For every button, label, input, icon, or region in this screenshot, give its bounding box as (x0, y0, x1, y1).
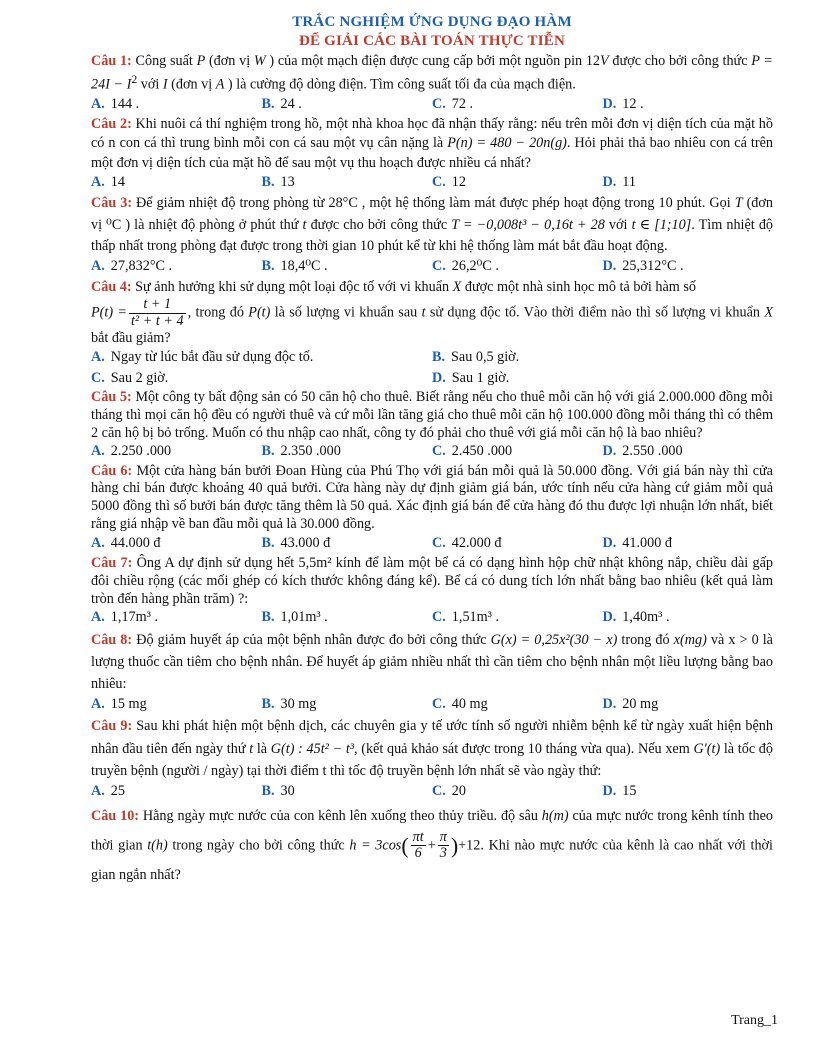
question-number: Câu 1: (91, 52, 132, 69)
question-number: Câu 4: (91, 278, 132, 295)
question-number: Câu 9: (91, 718, 133, 735)
question-8: Câu 8: Độ giảm huyết áp của một bệnh nhân được đo bởi công thức G(x) = 0,25x²(30 − x) trong đó x(mg) và x > 0 là lượng thuốc cần tiêm cho bệnh nhân. Để huyết áp giảm nhiều nhất thì cần tiêm cho bệnh nhân một liều lượng bằng bao nhiêu: (91, 631, 773, 692)
question-6: Câu 6: Một cửa hàng bán bưởi Đoan Hùng của Phú Thọ với giá bán mỗi quả là 50.000 đồng. Với giá bán này thì cửa hàng chỉ bán được khoảng 40 quả bưởi. Cửa hàng này dự định giảm giá bán, ước tính nếu cửa hàng cứ giảm mỗi quả 5000 đồng thì số bưởi bán được tăng thêm là 50 quả. Xác định giá bán để cửa hàng đó thu được lợi nhuận lớn nhất, biết rằng giá nhập về ban đầu mỗi quả là 30.000 đồng. (91, 462, 773, 532)
options-q3 (91, 257, 773, 276)
worksheet-page (91, 13, 773, 889)
option-a[interactable]: A. 14 (91, 174, 125, 191)
option-a[interactable]: A. 144 . (91, 95, 140, 112)
option-c[interactable]: C. 26,2⁰C . (432, 258, 499, 275)
option-c[interactable]: C. 40 mg (432, 695, 488, 712)
option-b[interactable]: B. Sau 0,5 giờ. (432, 349, 520, 366)
formula: h(m) (541, 807, 569, 824)
question-number: Câu 2: (91, 116, 132, 133)
document-subtitle: ĐỂ GIẢI CÁC BÀI TOÁN THỰC TIỄN (298, 32, 566, 49)
question-2: Câu 2: Khi nuôi cá thí nghiệm trong hồ, một nhà khoa học đã nhận thấy rằng: nếu trên mỗi đơn vị diện tích của mặt hồ có n con cá thì trung bình mỗi con cá sau một vụ cân nặng là P(n) = 480 − 20n(g). Hỏi phải thả bao nhiêu con cá trên một đơn vị diện tích của mặt hồ để sau một vụ thu hoạch được nhiều cá nhất? (91, 116, 773, 171)
option-a[interactable]: A. 44.000 đ (91, 534, 161, 551)
option-d[interactable]: D. 12 . (602, 95, 644, 112)
option-c[interactable]: C. Sau 2 giờ. (91, 369, 169, 386)
question-4: Câu 4: Sự ảnh hưởng khi sử dụng một loại độc tố với vi khuẩn X được một nhà sinh học mô tả bởi hàm số (91, 278, 697, 295)
option-d[interactable]: D. 11 (602, 174, 636, 191)
formula: h = 3cos (349, 837, 402, 854)
option-b[interactable]: B. 2.350 .000 (261, 443, 341, 460)
formula: G(x) = 0,25x²(30 − x) (490, 631, 618, 648)
option-c[interactable]: C. 1,51m³ . (432, 609, 500, 626)
option-b[interactable]: B. 1,01m³ . (261, 609, 328, 626)
option-c[interactable]: C. 12 (432, 174, 466, 191)
fraction: $\frac{t + 1}{\text{t² + t + 4}}$ (130, 295, 184, 329)
fraction: $\frac{\pi t}{6}$ (412, 828, 424, 862)
document-title: TRẮC NGHIỆM ỨNG DỤNG ĐẠO HÀM (292, 14, 572, 30)
question-4-cont: P(t) = $\frac{t + 1}{\text{t² + t + 4}}$ , trong đó P(t) là số lượng vi khuẩn sau t sử dụng độc tố. Vào thời điểm nào thì số lượng vi khuẩn X bắt đầu giảm? (91, 295, 773, 347)
formula: P(n) = 480 − 20n(g) (447, 135, 567, 152)
option-a[interactable]: A. 2.250 .000 (91, 443, 172, 460)
option-b[interactable]: B. 30 (261, 783, 295, 800)
options-q7 (91, 608, 773, 627)
question-7: Câu 7: Ông A dự định sử dụng hết 5,5m² kính để làm một bể cá có dạng hình hộp chữ nhật không nắp, chiều dài gấp đôi chiều rộng (các mối ghép có kích thước không đáng kể). Bể cá có dung tích lớn nhất bằng bao nhiêu (kết quả làm tròn đến hàng phần trăm) ?: (91, 554, 774, 608)
option-c[interactable]: C. 72 . (432, 95, 474, 112)
options-q1 (91, 95, 773, 114)
page-number: Trang_1 (731, 1013, 778, 1028)
question-9: Câu 9: Sau khi phát hiện một bệnh dịch, các chuyên gia y tế ước tính số người nhiễm bệnh kể từ ngày xuất hiện bệnh nhân đầu tiên đến ngày thứ t là G(t) : 45t² − t³, (kết quả khảo sát được trong 10 tháng vừa qua). Nếu xem G′(t) là tốc độ truyền bệnh (người / ngày) tại thời điểm t thì tốc độ truyền bệnh lớn nhất sẽ vào ngày thứ: (91, 718, 773, 779)
formula: t ∈ [1;10] (631, 216, 692, 233)
option-b[interactable]: B. 24 . (261, 95, 302, 112)
question-1: Câu 1: Công suất P (đơn vị W ) của một mạch điện được cung cấp bởi một nguồn pin 12V được cho bởi công thức $P = 24I - I^2$ với I (đơn vị A ) là cường độ dòng điện. Tìm công suất tối đa của mạch điện. (91, 52, 773, 93)
option-c[interactable]: C. 2.450 .000 (432, 443, 513, 460)
question-3: Câu 3: Để giảm nhiệt độ trong phòng từ 28°C , một hệ thống làm mát được phép hoạt động trong 10 phút. Gọi T (đơn vị ⁰C ) là nhiệt độ phòng ở phút thứ t được cho bởi công thức T = −0,008t³ − 0,16t + 28 với t ∈ [1;10]. Tìm nhiệt độ thấp nhất trong phòng đạt được trong thời gian 10 phút kể từ khi hệ thống làm mát bắt đầu hoạt động. (91, 195, 774, 255)
option-d[interactable]: D. 2.550 .000 (602, 443, 683, 460)
question-number: Câu 3: (91, 195, 133, 212)
options-q9 (91, 782, 773, 801)
option-c[interactable]: C. 42.000 đ (432, 534, 502, 551)
option-d[interactable]: D. 20 mg (602, 695, 659, 712)
option-d[interactable]: D. 41.000 đ (602, 534, 672, 551)
option-b[interactable]: B. 18,4⁰C . (261, 258, 328, 275)
options-q6 (91, 534, 773, 553)
option-a[interactable]: A. 25 (91, 783, 125, 800)
formula: G(t) : 45t² − t³ (270, 740, 355, 757)
question-5: Câu 5: Một công ty bất động sản có 50 căn hộ cho thuê. Biết rằng nếu cho thuê mỗi căn hộ với giá 2.000.000 đồng mỗi tháng thì mọi căn hộ đều có người thuê và cứ mỗi lần tăng giá cho thuê mỗi căn hộ 100.000 đồng mỗi tháng thì có thêm 2 căn hộ bị bỏ trống. Muốn có thu nhập cao nhất, công ty đó phải cho thuê với giá mỗi căn hộ là bao nhiêu? (91, 389, 773, 441)
option-b[interactable]: B. 43.000 đ (261, 534, 331, 551)
question-number: Câu 5: (91, 389, 132, 406)
fraction: $\frac{\pi}{3}$ (439, 828, 447, 862)
options-q4-row2 (91, 369, 773, 388)
option-d[interactable]: D. 15 (602, 783, 637, 800)
formula: P(t) = (91, 304, 127, 321)
formula: P = 24I − I (91, 52, 773, 93)
formula: x(mg) (673, 631, 707, 648)
option-a[interactable]: A. 27,832°C . (91, 258, 173, 275)
options-q2 (91, 173, 773, 192)
formula: t(h) (147, 837, 168, 854)
question-10: Câu 10: Hằng ngày mực nước của con kênh lên xuống theo thủy triều. độ sâu h(m) của mực nước trong kênh tính theo thời gian t(h) trong ngày cho bởi công thức h = 3cos( $\frac{\pi t}{6}$ + $\frac{\pi}{3}$ )+12. Khi nào mực nước của kênh là cao nhất với thời gian ngắn nhất? (91, 807, 774, 883)
question-number: Câu 10: (91, 807, 140, 824)
option-c[interactable]: C. 20 (432, 783, 466, 800)
options-q8 (91, 695, 773, 714)
question-number: Câu 8: (91, 631, 133, 648)
options-q4-row1 (91, 348, 773, 367)
formula: G′(t) (693, 740, 721, 757)
option-a[interactable]: A. Ngay từ lúc bắt đầu sử dụng độc tố. (91, 349, 314, 366)
question-number: Câu 6: (91, 462, 133, 479)
formula: T = −0,008t³ − 0,16t + 28 (451, 216, 605, 233)
option-d[interactable]: D. 25,312°C . (602, 258, 684, 275)
option-a[interactable]: A. 1,17m³ . (91, 609, 159, 626)
option-b[interactable]: B. 13 (261, 174, 295, 191)
option-d[interactable]: D. 1,40m³ . (602, 609, 670, 626)
option-d[interactable]: D. Sau 1 giờ. (432, 369, 510, 386)
options-q5 (91, 442, 773, 461)
question-number: Câu 7: (91, 554, 133, 571)
formula: 5,5m² (298, 554, 332, 571)
option-b[interactable]: B. 30 mg (261, 695, 317, 712)
option-a[interactable]: A. 15 mg (91, 695, 147, 712)
